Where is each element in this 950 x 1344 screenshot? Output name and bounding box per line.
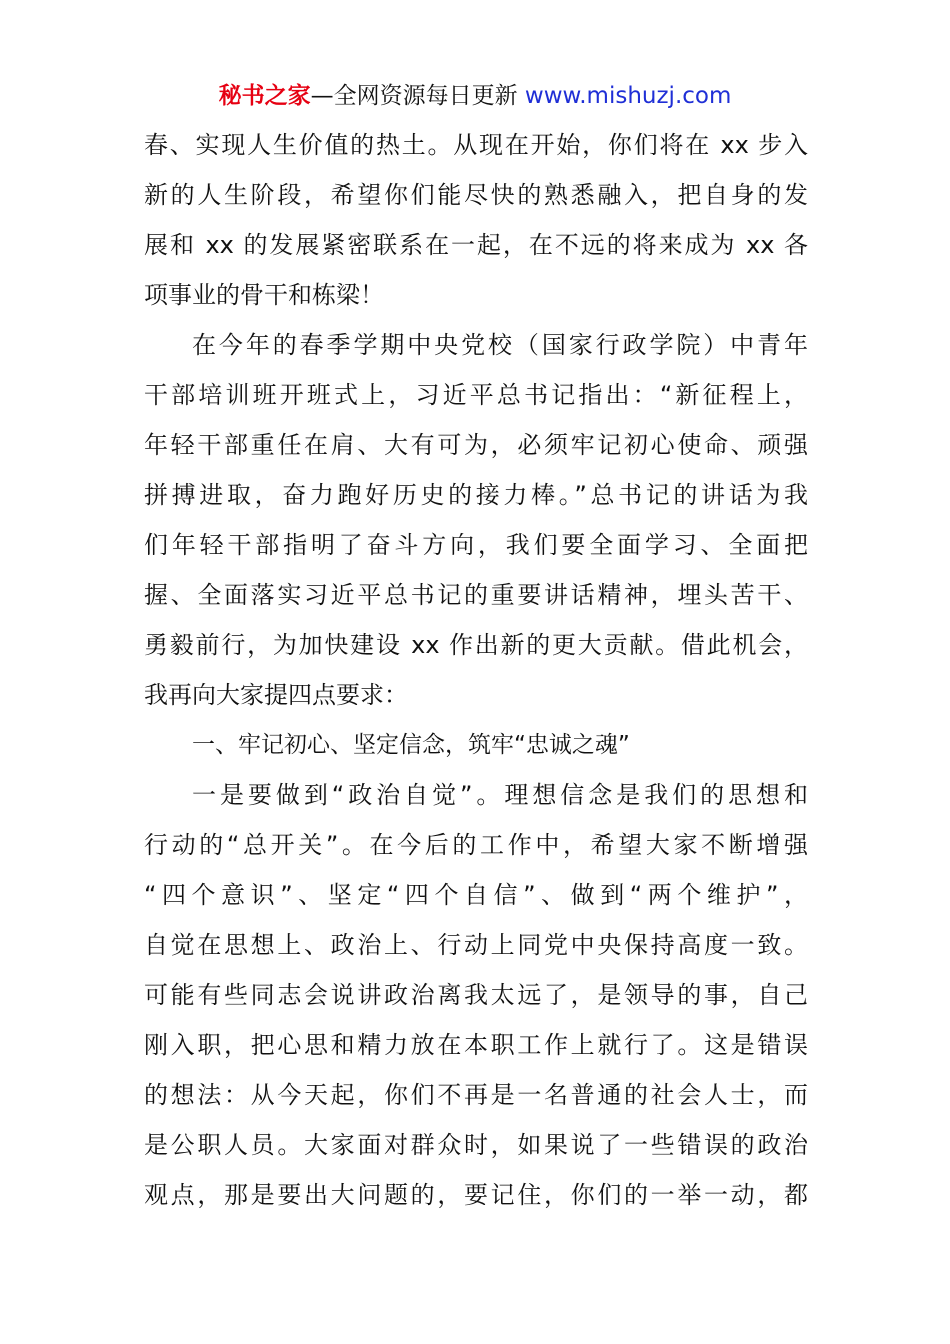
text-line: 们年轻干部指明了奋斗方向，我们要全面学习、全面把: [144, 531, 808, 559]
text-line: 新的人生阶段，希望你们能尽快的熟悉融入，把自身的发: [144, 181, 808, 209]
site-url-link[interactable]: www.mishuzj.com: [524, 83, 732, 109]
site-brand: 秘书之家: [218, 83, 311, 109]
text-line: 展和 xx 的发展紧密联系在一起，在不远的将来成为 xx 各: [144, 231, 808, 259]
text-line: 行动的“总开关”。在今后的工作中，希望大家不断增强: [144, 831, 808, 859]
text-line: 春、实现人生价值的热土。从现在开始，你们将在 xx 步入: [144, 131, 808, 159]
text-line: 握、全面落实习近平总书记的重要讲话精神，埋头苦干、: [144, 581, 808, 609]
text-line: 我再向大家提四点要求：: [144, 681, 408, 709]
site-tagline: —全网资源每日更新: [310, 83, 525, 109]
section-heading: 一、牢记初心、坚定信念，筑牢“忠诚之魂”: [192, 732, 630, 758]
text-line: 一是要做到“政治自觉”。理想信念是我们的思想和: [192, 781, 808, 809]
text-line: 勇毅前行，为加快建设 xx 作出新的更大贡献。借此机会，: [144, 631, 808, 659]
text-line: 是公职人员。大家面对群众时，如果说了一些错误的政治: [144, 1131, 808, 1159]
text-line: 的想法：从今天起，你们不再是一名普通的社会人士，而: [144, 1081, 808, 1109]
text-line: 干部培训班开班式上，习近平总书记指出：“新征程上，: [144, 381, 808, 409]
document-body: [144, 120, 808, 1220]
text-line: 拼搏进取，奋力跑好历史的接力棒。”总书记的讲话为我: [144, 481, 808, 509]
text-line: 在今年的春季学期中央党校（国家行政学院）中青年: [192, 331, 808, 359]
text-line: 项事业的骨干和栋梁！: [144, 281, 384, 309]
text-line: 自觉在思想上、政治上、行动上同党中央保持高度一致。: [144, 931, 808, 959]
text-line: 可能有些同志会说讲政治离我太远了，是领导的事，自己: [144, 981, 808, 1009]
text-line: 年轻干部重任在肩、大有可为，必须牢记初心使命、顽强: [144, 431, 808, 459]
text-line: 观点，那是要出大问题的，要记住，你们的一举一动，都: [144, 1181, 808, 1209]
text-line: “四个意识”、坚定“四个自信”、做到“两个维护”，: [144, 881, 808, 909]
site-header: [0, 80, 950, 112]
text-line: 刚入职，把心思和精力放在本职工作上就行了。这是错误: [144, 1031, 808, 1059]
